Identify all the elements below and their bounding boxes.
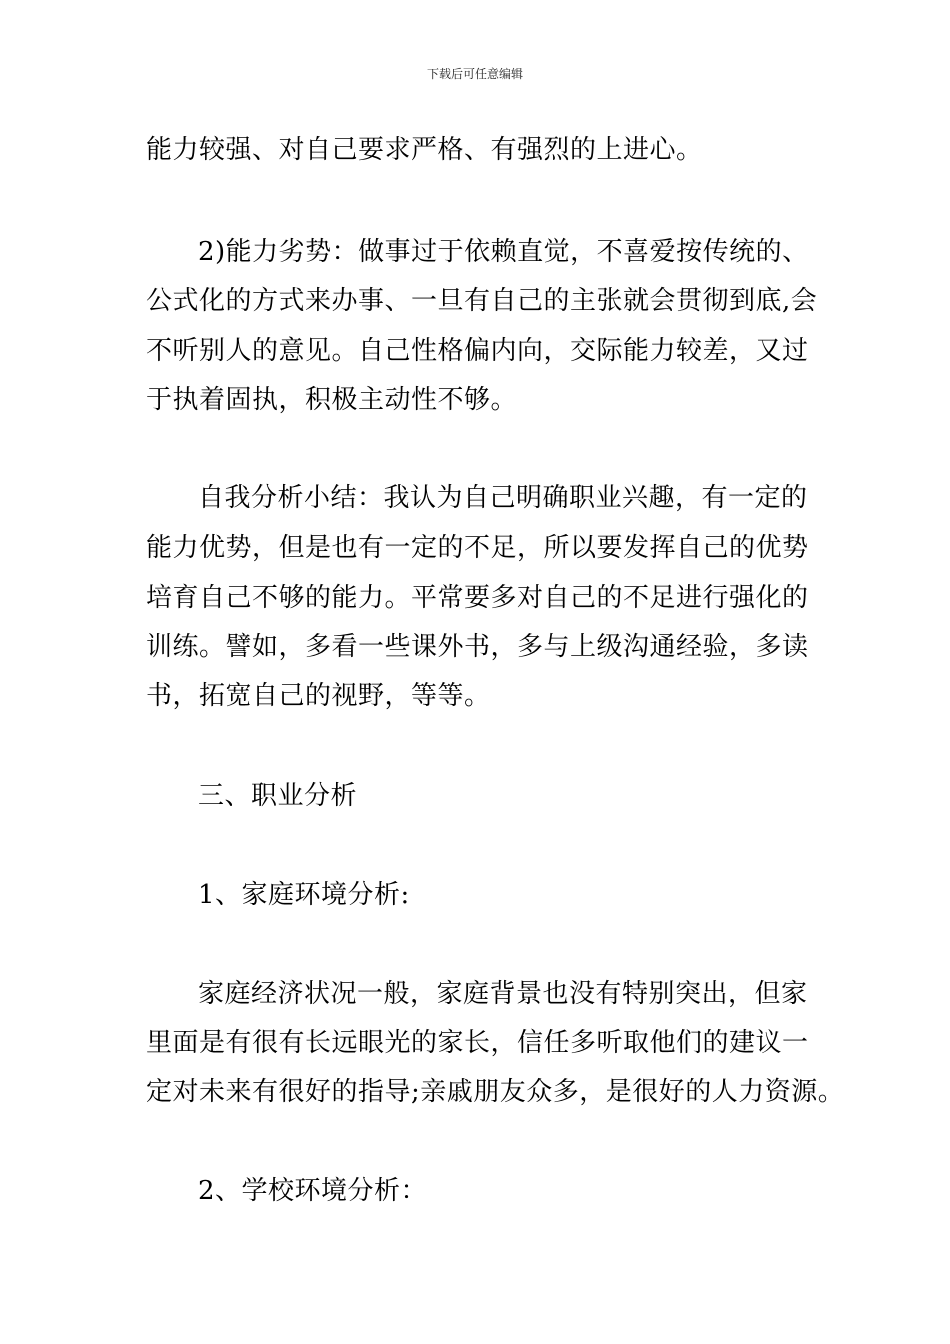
text-line: 自我分析小结：我认为自己明确职业兴趣，有一定的 [198, 483, 808, 513]
text-line: 公式化的方式来办事、一旦有自己的主张就会贯彻到底,会 [146, 286, 818, 316]
text-line: 能力优势，但是也有一定的不足，所以要发挥自己的优势 [146, 533, 809, 563]
text-line: 培育自己不够的能力。平常要多对自己的不足进行强化的 [146, 583, 809, 613]
text-line: 书，拓宽自己的视野，等等。 [146, 681, 491, 711]
section-heading: 三、职业分析 [198, 781, 358, 811]
text-line: 不听别人的意见。自己性格偏内向，交际能力较差，又过 [146, 336, 809, 366]
text-line: 定对未来有很好的指导;亲戚朋友众多，是很好的人力资源。 [146, 1077, 845, 1107]
text-line: 于执着固执，积极主动性不够。 [146, 385, 518, 415]
text-line: 能力较强、对自己要求严格、有强烈的上进心。 [146, 135, 703, 165]
text-line: 2)能力劣势：做事过于依赖直觉，不喜爱按传统的、 [198, 237, 809, 267]
text-line: 家庭经济状况一般，家庭背景也没有特别突出，但家 [198, 979, 808, 1009]
text-line: 训练。譬如，多看一些课外书，多与上级沟通经验，多读 [146, 632, 809, 662]
page-header: 下载后可任意编辑 [426, 67, 523, 81]
subsection-heading: 1、家庭环境分析: [198, 880, 410, 910]
subsection-heading: 2、学校环境分析： [198, 1176, 428, 1206]
text-line: 里面是有很有长远眼光的家长，信任多听取他们的建议一 [146, 1028, 809, 1058]
